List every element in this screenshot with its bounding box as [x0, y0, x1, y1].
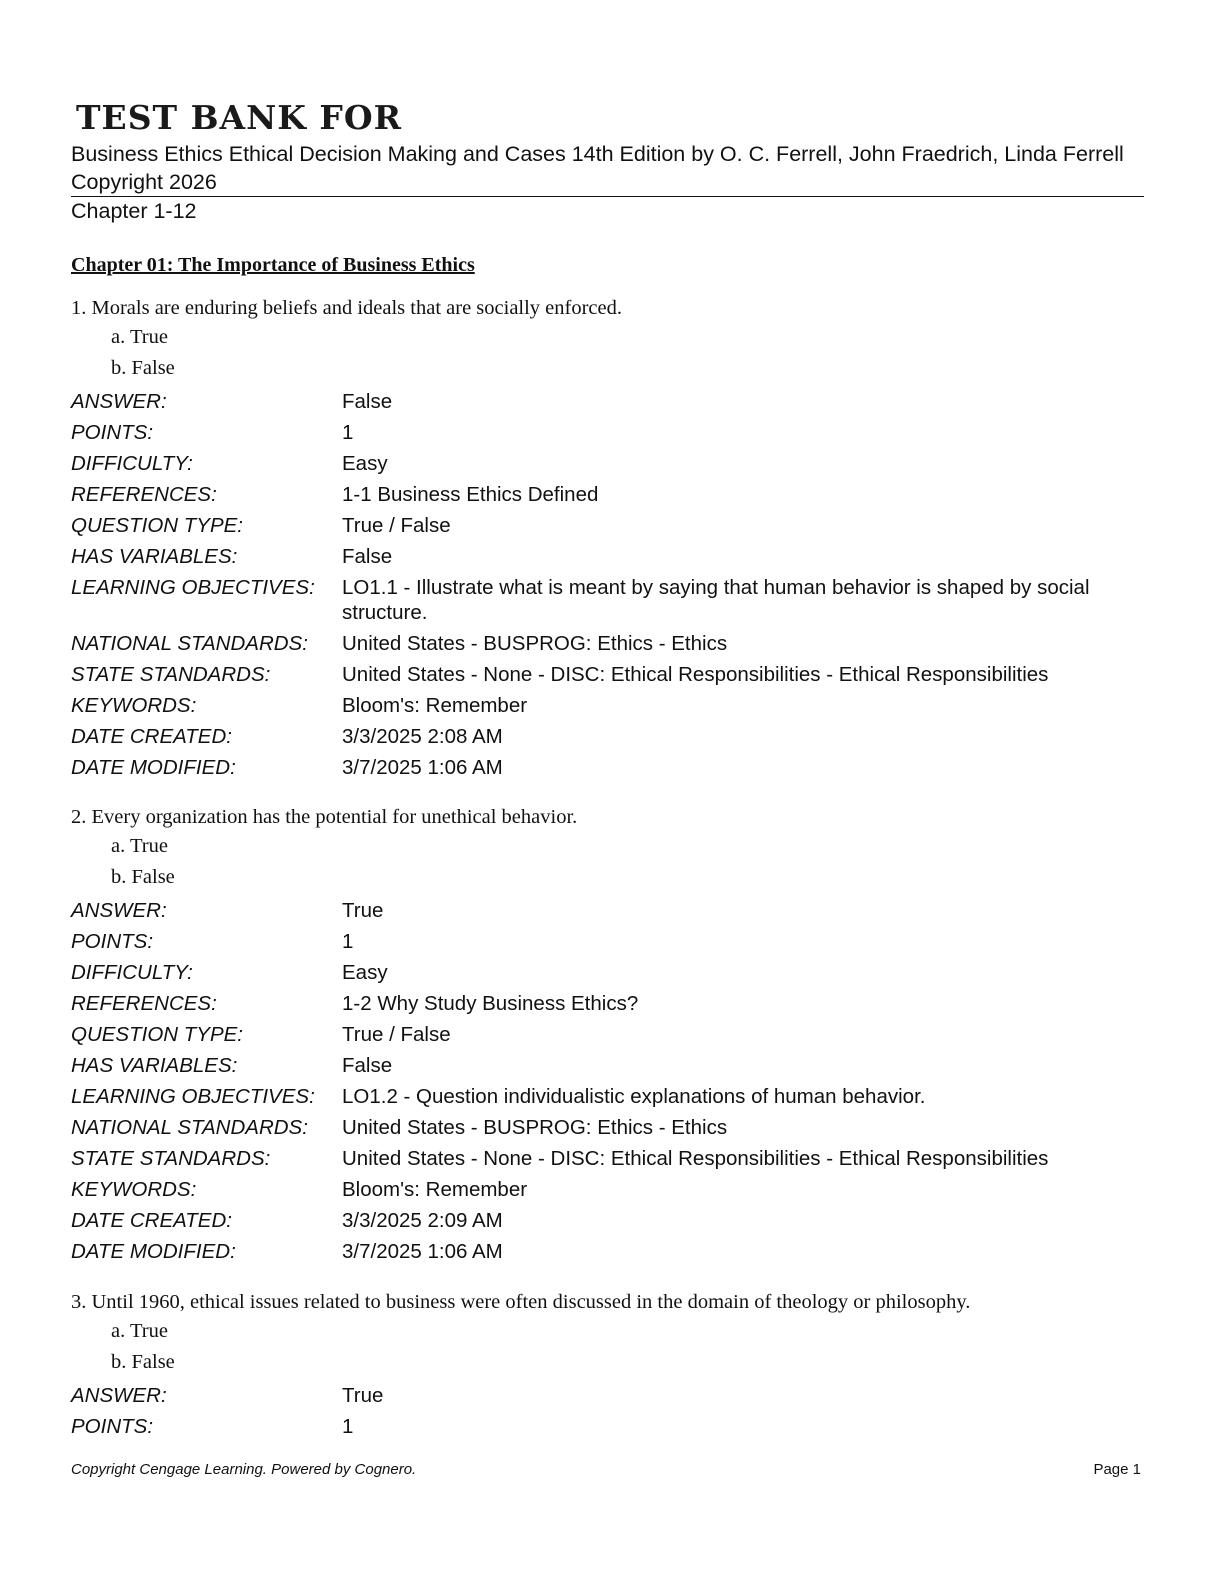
meta-value: 3/7/2025 1:06 AM — [342, 756, 503, 779]
meta-key: DATE MODIFIED: — [71, 1240, 236, 1263]
meta-key: POINTS: — [71, 421, 154, 444]
question-text: 2. Every organization has the potential for unethical behavior. — [71, 806, 578, 828]
meta-row-references — [71, 988, 1151, 1019]
question-2 — [71, 803, 1151, 1267]
meta-value: True — [342, 899, 384, 922]
test-bank-title: TEST BANK FOR — [76, 98, 403, 137]
meta-value: 3/3/2025 2:09 AM — [342, 1209, 503, 1232]
meta-value: True — [342, 1384, 384, 1407]
question-text: 1. Morals are enduring beliefs and ideals that are socially enforced. — [71, 297, 623, 319]
meta-value: 1 — [342, 421, 354, 444]
meta-row-difficulty — [71, 957, 1151, 988]
meta-row-state-standards — [71, 1143, 1151, 1174]
meta-row-points — [71, 926, 1151, 957]
meta-value: 3/7/2025 1:06 AM — [342, 1240, 503, 1263]
meta-key: DATE CREATED: — [71, 725, 232, 748]
meta-value: United States - None - DISC: Ethical Responsibilities - Ethical Responsibilities — [342, 663, 1049, 686]
meta-row-answer — [71, 895, 1151, 926]
meta-value: 1 — [342, 930, 354, 953]
question-metadata — [71, 1380, 1151, 1442]
question-metadata — [71, 895, 1151, 1267]
option-false: b. False — [111, 866, 175, 888]
option-true: a. True — [111, 326, 168, 348]
meta-row-learning-objectives — [71, 1081, 1151, 1112]
footer-page-number: Page 1 — [1093, 1461, 1141, 1478]
option-true: a. True — [111, 1320, 168, 1342]
meta-row-national-standards — [71, 628, 1151, 659]
meta-row-question-type — [71, 510, 1151, 541]
meta-value: Bloom's: Remember — [342, 1178, 528, 1201]
meta-key: DATE MODIFIED: — [71, 756, 236, 779]
meta-key: ANSWER: — [71, 1384, 167, 1407]
header-divider — [71, 196, 1144, 197]
meta-row-date-created — [71, 1205, 1151, 1236]
meta-key: HAS VARIABLES: — [71, 545, 238, 568]
meta-value: United States - BUSPROG: Ethics - Ethics — [342, 632, 728, 655]
meta-value: LO1.1 - Illustrate what is meant by saying that human behavior is shaped by social structure. — [342, 576, 1090, 624]
meta-value: False — [342, 1054, 393, 1077]
meta-value: Easy — [342, 452, 388, 475]
meta-row-date-created — [71, 721, 1151, 752]
meta-key: NATIONAL STANDARDS: — [71, 632, 308, 655]
meta-value: Bloom's: Remember — [342, 694, 528, 717]
option-false: b. False — [111, 1351, 175, 1373]
meta-value: 1 — [342, 1415, 354, 1438]
meta-key: DIFFICULTY: — [71, 961, 193, 984]
meta-key: QUESTION TYPE: — [71, 1023, 243, 1046]
meta-key: REFERENCES: — [71, 483, 217, 506]
meta-key: ANSWER: — [71, 390, 167, 413]
meta-value: United States - BUSPROG: Ethics - Ethics — [342, 1116, 728, 1139]
meta-row-answer — [71, 1380, 1151, 1411]
meta-row-points — [71, 417, 1151, 448]
meta-row-difficulty — [71, 448, 1151, 479]
meta-key: LEARNING OBJECTIVES: — [71, 1085, 315, 1108]
meta-key: POINTS: — [71, 930, 154, 953]
meta-value: 1-1 Business Ethics Defined — [342, 483, 599, 506]
meta-value: Easy — [342, 961, 388, 984]
chapter-heading: Chapter 01: The Importance of Business Ethics — [71, 254, 475, 276]
meta-key: LEARNING OBJECTIVES: — [71, 576, 315, 599]
question-metadata — [71, 386, 1151, 783]
meta-value: 1-2 Why Study Business Ethics? — [342, 992, 639, 1015]
meta-key: NATIONAL STANDARDS: — [71, 1116, 308, 1139]
meta-value: False — [342, 390, 393, 413]
option-true: a. True — [111, 835, 168, 857]
meta-key: ANSWER: — [71, 899, 167, 922]
meta-row-date-modified — [71, 752, 1151, 783]
meta-row-has-variables — [71, 1050, 1151, 1081]
meta-key: STATE STANDARDS: — [71, 663, 271, 686]
meta-value: False — [342, 545, 393, 568]
meta-value: United States - None - DISC: Ethical Responsibilities - Ethical Responsibilities — [342, 1147, 1049, 1170]
meta-row-question-type — [71, 1019, 1151, 1050]
meta-key: POINTS: — [71, 1415, 154, 1438]
meta-key: KEYWORDS: — [71, 694, 197, 717]
book-subtitle: Business Ethics Ethical Decision Making and Cases 14th Edition by O. C. Ferrell, John Fraedrich, Linda Ferrell Copyright 2026 — [71, 142, 1124, 194]
meta-key: HAS VARIABLES: — [71, 1054, 238, 1077]
meta-row-has-variables — [71, 541, 1151, 572]
meta-key: STATE STANDARDS: — [71, 1147, 271, 1170]
meta-value: LO1.2 - Question individualistic explanations of human behavior. — [342, 1085, 926, 1108]
meta-value: True / False — [342, 514, 451, 537]
meta-row-date-modified — [71, 1236, 1151, 1267]
meta-row-references — [71, 479, 1151, 510]
question-1 — [71, 294, 1151, 783]
meta-row-answer — [71, 386, 1151, 417]
meta-value: 3/3/2025 2:08 AM — [342, 725, 503, 748]
meta-key: QUESTION TYPE: — [71, 514, 243, 537]
meta-key: DIFFICULTY: — [71, 452, 193, 475]
meta-key: DATE CREATED: — [71, 1209, 232, 1232]
option-false: b. False — [111, 357, 175, 379]
chapter-range: Chapter 1-12 — [71, 199, 197, 223]
question-text: 3. Until 1960, ethical issues related to business were often discussed in the domain of theology or philosophy. — [71, 1291, 971, 1313]
footer-copyright: Copyright Cengage Learning. Powered by Cognero. — [71, 1461, 417, 1478]
meta-row-learning-objectives — [71, 572, 1151, 628]
meta-row-state-standards — [71, 659, 1151, 690]
meta-row-keywords — [71, 690, 1151, 721]
question-3 — [71, 1288, 1151, 1442]
meta-row-keywords — [71, 1174, 1151, 1205]
meta-key: REFERENCES: — [71, 992, 217, 1015]
meta-row-national-standards — [71, 1112, 1151, 1143]
meta-value: True / False — [342, 1023, 451, 1046]
meta-key: KEYWORDS: — [71, 1178, 197, 1201]
meta-row-points — [71, 1411, 1151, 1442]
